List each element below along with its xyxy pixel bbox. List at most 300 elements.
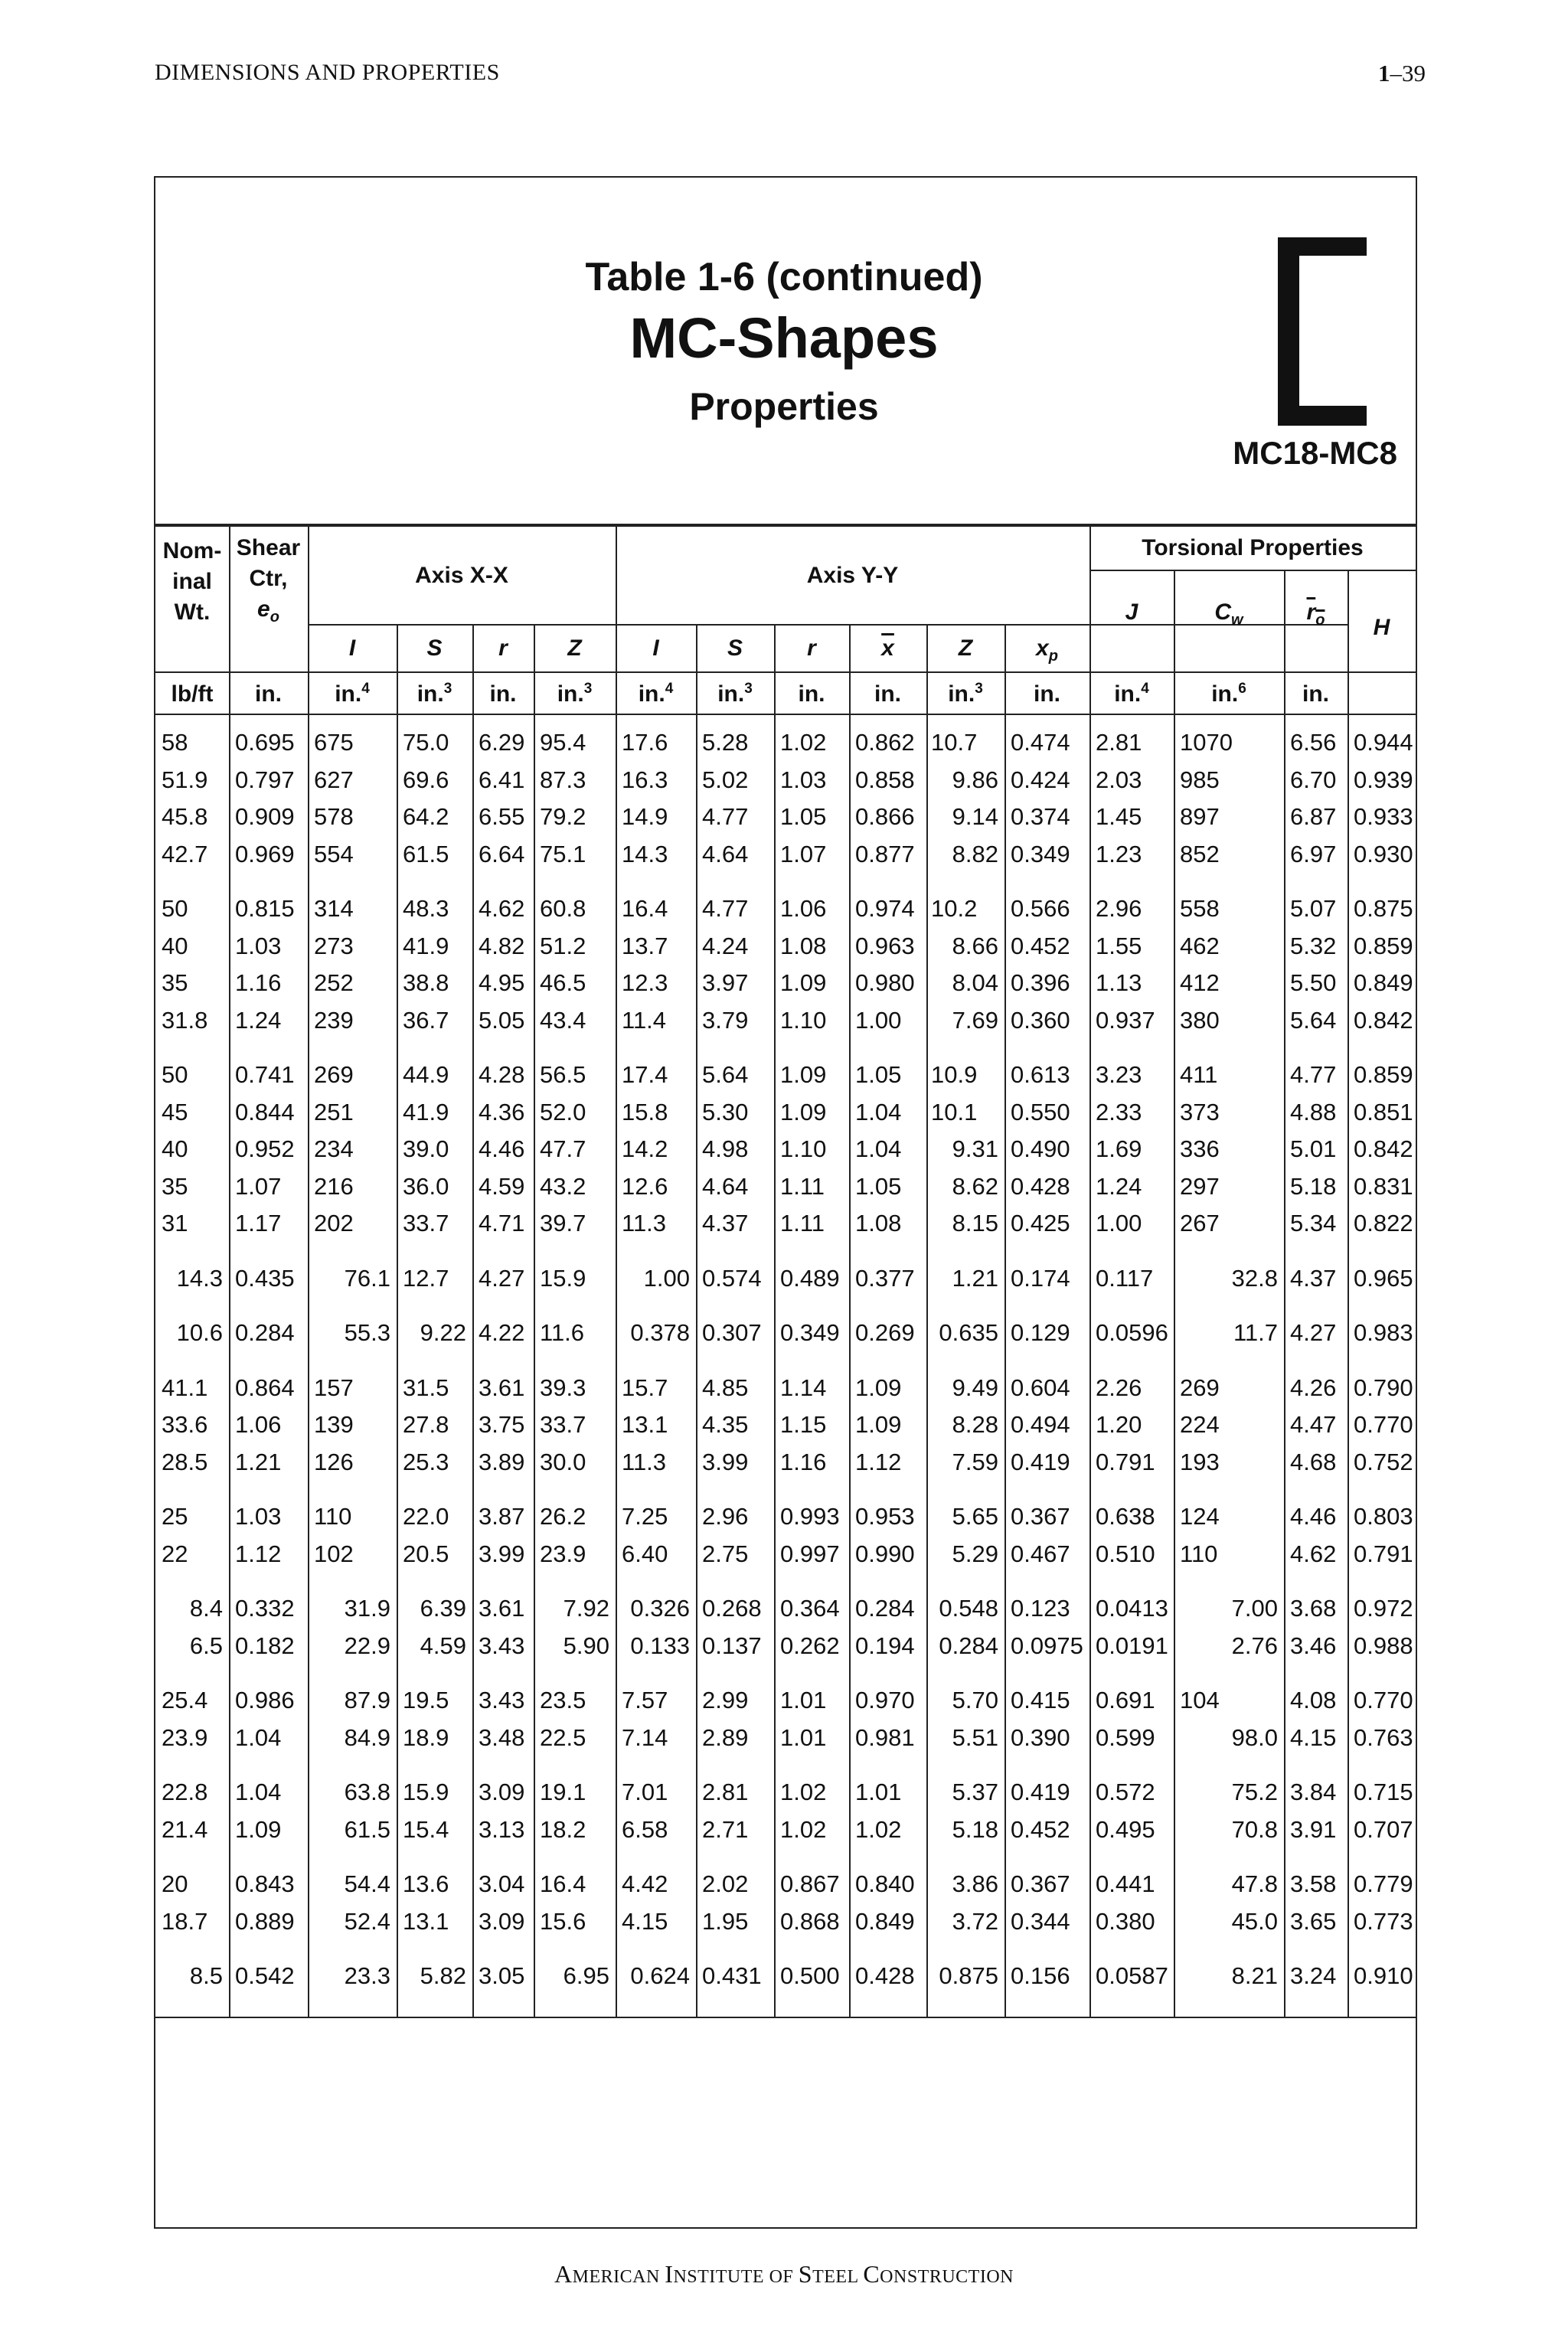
table-cell: 0.875 — [1354, 895, 1413, 922]
table-cell: 46.5 — [540, 969, 586, 996]
header-sub-1: S — [426, 635, 443, 661]
table-cell: 1.45 — [1096, 803, 1142, 830]
table-cell: 4.37 — [1290, 1264, 1337, 1292]
table-cell: 0.803 — [1354, 1503, 1413, 1530]
table-cell: 17.6 — [622, 729, 668, 756]
table-cell: 1.02 — [780, 1815, 827, 1843]
table-cell: 8.82 — [952, 840, 998, 867]
table-cell: 0.566 — [1011, 895, 1070, 922]
table-cell: 5.64 — [702, 1061, 749, 1088]
table-cell: 1.03 — [780, 766, 827, 793]
table-cell: 1.06 — [780, 895, 827, 922]
table-cell: 1.02 — [780, 729, 827, 756]
table-cell: 95.4 — [540, 729, 586, 756]
table-cell: 33.6 — [162, 1411, 208, 1438]
table-cell: 8.66 — [952, 932, 998, 959]
rule-vertical — [1089, 525, 1091, 2017]
table-cell: 4.37 — [702, 1210, 749, 1236]
table-cell: 1.10 — [780, 1006, 827, 1034]
table-cell: 8.62 — [952, 1172, 998, 1200]
table-cell: 5.05 — [479, 1006, 525, 1034]
table-cell: 3.97 — [702, 969, 749, 996]
table-cell: 0.849 — [1354, 969, 1413, 996]
table-cell: 0.635 — [939, 1319, 998, 1346]
header-sub-5: S — [727, 635, 743, 661]
table-cell: 75.2 — [1231, 1779, 1278, 1805]
table-cell: 0.952 — [235, 1135, 295, 1162]
table-cell: 56.5 — [540, 1061, 586, 1088]
table-cell: 1070 — [1180, 729, 1233, 756]
table-cell: 0.997 — [780, 1540, 840, 1567]
table-cell: 11.7 — [1233, 1319, 1278, 1346]
table-cell: 1.05 — [855, 1061, 902, 1088]
table-cell: 0.268 — [702, 1595, 762, 1622]
table-cell: 0.182 — [235, 1632, 295, 1659]
table-cell: 0.986 — [235, 1687, 295, 1713]
table-cell: 0.763 — [1354, 1723, 1413, 1751]
table-cell: 1.08 — [855, 1210, 902, 1236]
table-cell: 0.494 — [1011, 1411, 1070, 1438]
table-cell: 19.5 — [403, 1687, 449, 1713]
table-cell: 0.624 — [630, 1962, 690, 1989]
table-cell: 43.4 — [540, 1006, 586, 1034]
table-cell: 0.867 — [780, 1870, 840, 1897]
table-cell: 202 — [314, 1210, 354, 1236]
table-cell: 51.9 — [162, 766, 208, 793]
table-cell: 0.963 — [855, 932, 915, 959]
table-cell: 6.64 — [479, 840, 525, 867]
table-cell: 6.56 — [1290, 729, 1337, 756]
table-cell: 104 — [1180, 1687, 1220, 1713]
table-cell: 3.84 — [1290, 1779, 1337, 1805]
table-cell: 297 — [1180, 1172, 1220, 1200]
table-cell: 5.28 — [702, 729, 749, 756]
footer-part: MERICAN — [572, 2267, 665, 2287]
table-cell: 1.09 — [780, 1061, 827, 1088]
table-cell: 0.773 — [1354, 1907, 1413, 1935]
table-cell: 1.01 — [780, 1723, 827, 1751]
header-axis-xx: Axis X-X — [415, 563, 508, 588]
table-cell: 58 — [162, 729, 188, 756]
table-cell: 61.5 — [344, 1815, 390, 1843]
shape-range-label: MC18-MC8 — [1233, 435, 1397, 471]
table-cell: 1.12 — [855, 1448, 902, 1475]
rule-horizontal — [155, 2017, 1416, 2018]
table-cell: 4.85 — [702, 1374, 749, 1401]
table-cell: 234 — [314, 1135, 354, 1162]
table-cell: 0.944 — [1354, 729, 1413, 756]
table-cell: 6.40 — [622, 1540, 668, 1567]
table-cell: 41.9 — [403, 932, 449, 959]
table-cell: 0.284 — [235, 1319, 295, 1346]
footer-part: S — [798, 2260, 813, 2288]
table-cell: 0.262 — [780, 1632, 840, 1659]
table-cell: 64.2 — [403, 803, 449, 830]
table-cell: 9.31 — [952, 1135, 998, 1162]
table-cell: 10.6 — [176, 1319, 223, 1346]
table-cell: 5.51 — [952, 1723, 998, 1751]
table-cell: 1.11 — [780, 1210, 825, 1236]
table-cell: 1.69 — [1096, 1135, 1142, 1162]
table-cell: 4.22 — [479, 1319, 525, 1346]
table-cell: 25.3 — [403, 1448, 449, 1475]
table-cell: 47.8 — [1231, 1870, 1278, 1897]
rule-vertical — [308, 525, 309, 2017]
table-cell: 0.129 — [1011, 1319, 1070, 1346]
table-cell: 0.378 — [630, 1319, 690, 1346]
table-cell: 4.36 — [479, 1098, 525, 1125]
unit-label: in.$^4$ — [335, 681, 370, 707]
rule-vertical — [926, 624, 928, 2017]
table-cell: 124 — [1180, 1503, 1220, 1530]
table-cell: 3.04 — [479, 1870, 525, 1897]
table-cell: 25.4 — [162, 1687, 208, 1713]
footer-part: I — [665, 2260, 674, 2288]
table-cell: 0.452 — [1011, 1815, 1070, 1843]
unit-label: in.$^4$ — [638, 681, 674, 707]
table-cell: 0.424 — [1011, 766, 1070, 793]
table-cell: 5.18 — [1290, 1172, 1337, 1200]
rule-vertical — [1284, 570, 1285, 2017]
table-cell: 0.797 — [235, 766, 295, 793]
table-cell: 45 — [162, 1098, 188, 1125]
rule-horizontal — [155, 671, 1416, 673]
table-cell: 6.55 — [479, 803, 525, 830]
table-cell: 0.613 — [1011, 1061, 1070, 1088]
table-cell: 0.974 — [855, 895, 915, 922]
page-number — [1378, 60, 1426, 87]
table-subtitle: Properties — [689, 385, 879, 428]
table-cell: 4.98 — [702, 1135, 749, 1162]
header-H: H — [1373, 615, 1390, 640]
table-cell: 13.1 — [403, 1907, 449, 1935]
table-cell: 110 — [314, 1503, 352, 1530]
table-cell: 0.842 — [1354, 1006, 1413, 1034]
table-cell: 39.3 — [540, 1374, 586, 1401]
table-cell: 0.970 — [855, 1687, 915, 1713]
table-cell: 13.6 — [403, 1870, 449, 1897]
rule-vertical — [1004, 624, 1006, 2017]
table-cell: 0.770 — [1354, 1687, 1413, 1713]
table-cell: 1.21 — [235, 1448, 282, 1475]
page-sub: –39 — [1390, 60, 1426, 87]
table-cell: 0.831 — [1354, 1172, 1413, 1200]
header-sub-2: r — [498, 635, 508, 661]
table-cell: 6.95 — [563, 1962, 609, 1989]
table-cell: 4.68 — [1290, 1448, 1337, 1475]
table-cell: 8.21 — [1231, 1962, 1278, 1989]
header-axis-yy: Axis Y-Y — [806, 563, 899, 588]
table-cell: 5.64 — [1290, 1006, 1337, 1034]
table-cell: 0.349 — [780, 1319, 840, 1346]
table-cell: 2.76 — [1231, 1632, 1278, 1659]
table-cell: 1.01 — [855, 1779, 902, 1805]
table-title: MC-Shapes — [629, 306, 939, 370]
table-cell: 1.09 — [780, 1098, 827, 1125]
table-cell: 40 — [162, 932, 188, 959]
table-cell: 15.9 — [540, 1264, 586, 1292]
channel-shape-icon — [1272, 233, 1371, 432]
table-cell: 19.1 — [540, 1779, 586, 1805]
table-cell: 84.9 — [344, 1723, 390, 1751]
table-cell: 0.604 — [1011, 1374, 1070, 1401]
table-cell: 25 — [162, 1503, 188, 1530]
table-cell: 0.156 — [1011, 1962, 1070, 1989]
table-cell: 0.452 — [1011, 932, 1070, 959]
table-cell: 15.9 — [403, 1779, 449, 1805]
table-cell: 1.09 — [235, 1815, 282, 1843]
table-cell: 0.380 — [1096, 1907, 1155, 1935]
table-cell: 44.9 — [403, 1061, 449, 1088]
table-cell: 1.14 — [780, 1374, 827, 1401]
table-cell: 1.16 — [780, 1448, 827, 1475]
table-cell: 3.65 — [1290, 1907, 1337, 1935]
table-cell: 18.9 — [403, 1723, 449, 1751]
table-cell: 4.08 — [1290, 1687, 1337, 1713]
table-cell: 1.09 — [855, 1374, 902, 1401]
footer-part: NSTITUTE OF — [673, 2267, 799, 2287]
table-cell: 4.27 — [479, 1264, 525, 1292]
table-cell: 4.77 — [702, 803, 749, 830]
header-shear-symbol: $e_o$ — [257, 596, 279, 626]
table-cell: 267 — [1180, 1210, 1220, 1236]
table-cell: 4.95 — [479, 969, 525, 996]
table-cell: 0.715 — [1354, 1779, 1413, 1805]
table-cell: 2.26 — [1096, 1374, 1142, 1401]
table-cell: 1.04 — [855, 1098, 902, 1125]
header-sub-7: $\overline{x}$ — [881, 635, 894, 661]
table-cell: 3.43 — [479, 1632, 525, 1659]
table-cell: 48.3 — [403, 895, 449, 922]
table-cell: 1.23 — [1096, 840, 1142, 867]
header-shear-center: Ctr, — [249, 566, 288, 591]
table-cell: 3.79 — [702, 1006, 749, 1034]
table-cell: 1.24 — [235, 1006, 282, 1034]
rule-vertical — [849, 624, 851, 2017]
table-cell: 1.15 — [780, 1411, 827, 1438]
table-cell: 16.4 — [622, 895, 668, 922]
table-cell: 4.15 — [622, 1907, 668, 1935]
table-cell: 15.6 — [540, 1907, 586, 1935]
table-cell: 0.441 — [1096, 1870, 1155, 1897]
table-cell: 0.933 — [1354, 803, 1413, 830]
table-cell: 36.7 — [403, 1006, 449, 1034]
table-cell: 1.03 — [235, 1503, 282, 1530]
table-cell: 0.791 — [1354, 1540, 1413, 1567]
table-cell: 75.1 — [540, 840, 586, 867]
table-cell: 0.990 — [855, 1540, 915, 1567]
table-cell: 39.0 — [403, 1135, 449, 1162]
table-cell: 4.59 — [420, 1632, 466, 1659]
table-cell: 462 — [1180, 932, 1220, 959]
table-cell: 13.1 — [622, 1411, 668, 1438]
table-cell: 0.930 — [1354, 840, 1413, 867]
unit-label: in.$^3$ — [416, 681, 452, 707]
table-cell: 75.0 — [403, 729, 449, 756]
table-cell: 0.510 — [1096, 1540, 1155, 1567]
table-cell: 22.8 — [162, 1779, 208, 1805]
table-cell: 373 — [1180, 1098, 1220, 1125]
table-cell: 269 — [314, 1061, 354, 1088]
table-cell: 4.64 — [702, 840, 749, 867]
rule-vertical — [229, 525, 230, 2017]
table-cell: 0.284 — [855, 1595, 915, 1622]
table-cell: 7.14 — [622, 1723, 668, 1751]
table-cell: 2.03 — [1096, 766, 1142, 793]
table-cell: 4.42 — [622, 1870, 668, 1897]
table-cell: 0.344 — [1011, 1907, 1070, 1935]
table-cell: 1.04 — [235, 1779, 282, 1805]
table-cell: 3.23 — [1096, 1061, 1142, 1088]
table-cell: 251 — [314, 1098, 354, 1125]
table-cell: 0.415 — [1011, 1687, 1070, 1713]
header-sub-4: I — [652, 635, 659, 661]
table-cell: 1.02 — [855, 1815, 902, 1843]
header-J: J — [1125, 599, 1138, 625]
table-cell: 6.5 — [189, 1632, 223, 1659]
table-cell: 3.72 — [952, 1907, 998, 1935]
table-cell: 0.428 — [855, 1962, 915, 1989]
table-cell: 23.5 — [540, 1687, 586, 1713]
table-cell: 0.695 — [235, 729, 295, 756]
table-cell: 14.3 — [176, 1264, 223, 1292]
table-cell: 2.89 — [702, 1723, 749, 1751]
table-cell: 4.77 — [1290, 1061, 1337, 1088]
unit-label: in. — [1034, 681, 1060, 707]
rule-vertical — [696, 624, 697, 2017]
table-cell: 2.81 — [1096, 729, 1142, 756]
unit-label: in. — [1302, 681, 1329, 707]
table-cell: 0.117 — [1096, 1264, 1154, 1292]
table-frame — [154, 176, 1417, 2229]
table-cell: 10.2 — [931, 895, 978, 922]
table-cell: 5.30 — [702, 1098, 749, 1125]
rule-vertical — [1348, 570, 1349, 2017]
table-cell: 2.81 — [702, 1779, 749, 1805]
table-cell: 102 — [314, 1540, 354, 1567]
table-cell: 4.47 — [1290, 1411, 1337, 1438]
table-cell: 0.638 — [1096, 1503, 1155, 1530]
table-cell: 110 — [1180, 1540, 1218, 1567]
table-cell: 0.428 — [1011, 1172, 1070, 1200]
table-cell: 0.707 — [1354, 1815, 1413, 1843]
table-cell: 1.21 — [952, 1264, 998, 1292]
table-cell: 0.349 — [1011, 840, 1070, 867]
table-cell: 1.95 — [702, 1907, 749, 1935]
header-nominal-weight: inal — [172, 569, 212, 594]
rule-vertical — [616, 525, 617, 2017]
table-cell: 139 — [314, 1411, 354, 1438]
table-number: Table 1-6 (continued) — [585, 255, 983, 299]
table-cell: 3.48 — [479, 1723, 525, 1751]
table-cell: 23.9 — [540, 1540, 586, 1567]
table-cell: 1.16 — [235, 969, 282, 996]
table-cell: 0.851 — [1354, 1098, 1413, 1125]
table-cell: 8.15 — [952, 1210, 998, 1236]
table-cell: 0.377 — [855, 1264, 915, 1292]
table-cell: 4.24 — [702, 932, 749, 959]
table-cell: 50 — [162, 895, 188, 922]
table-cell: 3.68 — [1290, 1595, 1337, 1622]
table-cell: 3.09 — [479, 1779, 525, 1805]
table-cell: 0.866 — [855, 803, 915, 830]
table-cell: 7.00 — [1231, 1595, 1278, 1622]
table-cell: 0.988 — [1354, 1632, 1413, 1659]
table-cell: 5.50 — [1290, 969, 1337, 996]
table-cell: 42.7 — [162, 840, 208, 867]
table-cell: 12.7 — [403, 1264, 449, 1292]
table-cell: 126 — [314, 1448, 354, 1475]
table-cell: 60.8 — [540, 895, 586, 922]
table-cell: 0.332 — [235, 1595, 295, 1622]
table-cell: 0.133 — [630, 1632, 690, 1659]
footer-part: C — [863, 2260, 880, 2288]
table-cell: 224 — [1180, 1411, 1220, 1438]
unit-label: in. — [874, 681, 901, 707]
table-cell: 3.05 — [479, 1962, 525, 1989]
table-cell: 0.981 — [855, 1723, 915, 1751]
table-cell: 6.58 — [622, 1815, 668, 1843]
table-cell: 0.367 — [1011, 1503, 1070, 1530]
table-cell: 79.2 — [540, 803, 586, 830]
table-cell: 3.89 — [479, 1448, 525, 1475]
table-cell: 55.3 — [344, 1319, 390, 1346]
rule-horizontal — [155, 714, 1416, 715]
table-cell: 45.8 — [162, 803, 208, 830]
table-cell: 0.326 — [630, 1595, 690, 1622]
table-cell: 45.0 — [1231, 1907, 1278, 1935]
table-cell: 4.46 — [1290, 1503, 1337, 1530]
rule-vertical — [397, 624, 398, 2017]
table-cell: 10.7 — [931, 729, 978, 756]
table-cell: 1.11 — [780, 1172, 825, 1200]
table-cell: 0.691 — [1096, 1687, 1155, 1713]
table-cell: 8.5 — [189, 1962, 223, 1989]
table-cell: 31.9 — [344, 1595, 390, 1622]
table-cell: 0.284 — [939, 1632, 998, 1659]
header-ro: $r_o$ — [1306, 599, 1325, 629]
table-cell: 27.8 — [403, 1411, 449, 1438]
table-cell: 6.87 — [1290, 803, 1337, 830]
table-cell: 6.41 — [479, 766, 525, 793]
table-cell: 4.26 — [1290, 1374, 1337, 1401]
table-cell: 0.374 — [1011, 803, 1070, 830]
table-cell: 2.71 — [702, 1815, 749, 1843]
table-cell: 0.752 — [1354, 1448, 1413, 1475]
rule-horizontal — [155, 525, 1416, 527]
table-cell: 6.29 — [479, 729, 525, 756]
table-cell: 7.25 — [622, 1503, 668, 1530]
table-cell: 554 — [314, 840, 354, 867]
table-cell: 3.91 — [1290, 1815, 1337, 1843]
header-Cw: $C_w$ — [1214, 599, 1243, 629]
table-cell: 22.5 — [540, 1723, 586, 1751]
table-cell: 412 — [1180, 969, 1220, 996]
table-cell: 0.550 — [1011, 1098, 1070, 1125]
table-cell: 5.01 — [1290, 1135, 1337, 1162]
table-cell: 20.5 — [403, 1540, 449, 1567]
table-cell: 0.174 — [1011, 1264, 1070, 1292]
table-cell: 985 — [1180, 766, 1220, 793]
table-cell: 11.6 — [540, 1319, 585, 1346]
table-cell: 69.6 — [403, 766, 449, 793]
table-cell: 0.909 — [235, 803, 295, 830]
table-cell: 1.01 — [780, 1687, 827, 1713]
table-cell: 1.09 — [780, 969, 827, 996]
table-cell: 6.70 — [1290, 766, 1337, 793]
table-cell: 11.4 — [622, 1006, 667, 1034]
table-cell: 1.17 — [235, 1210, 282, 1236]
